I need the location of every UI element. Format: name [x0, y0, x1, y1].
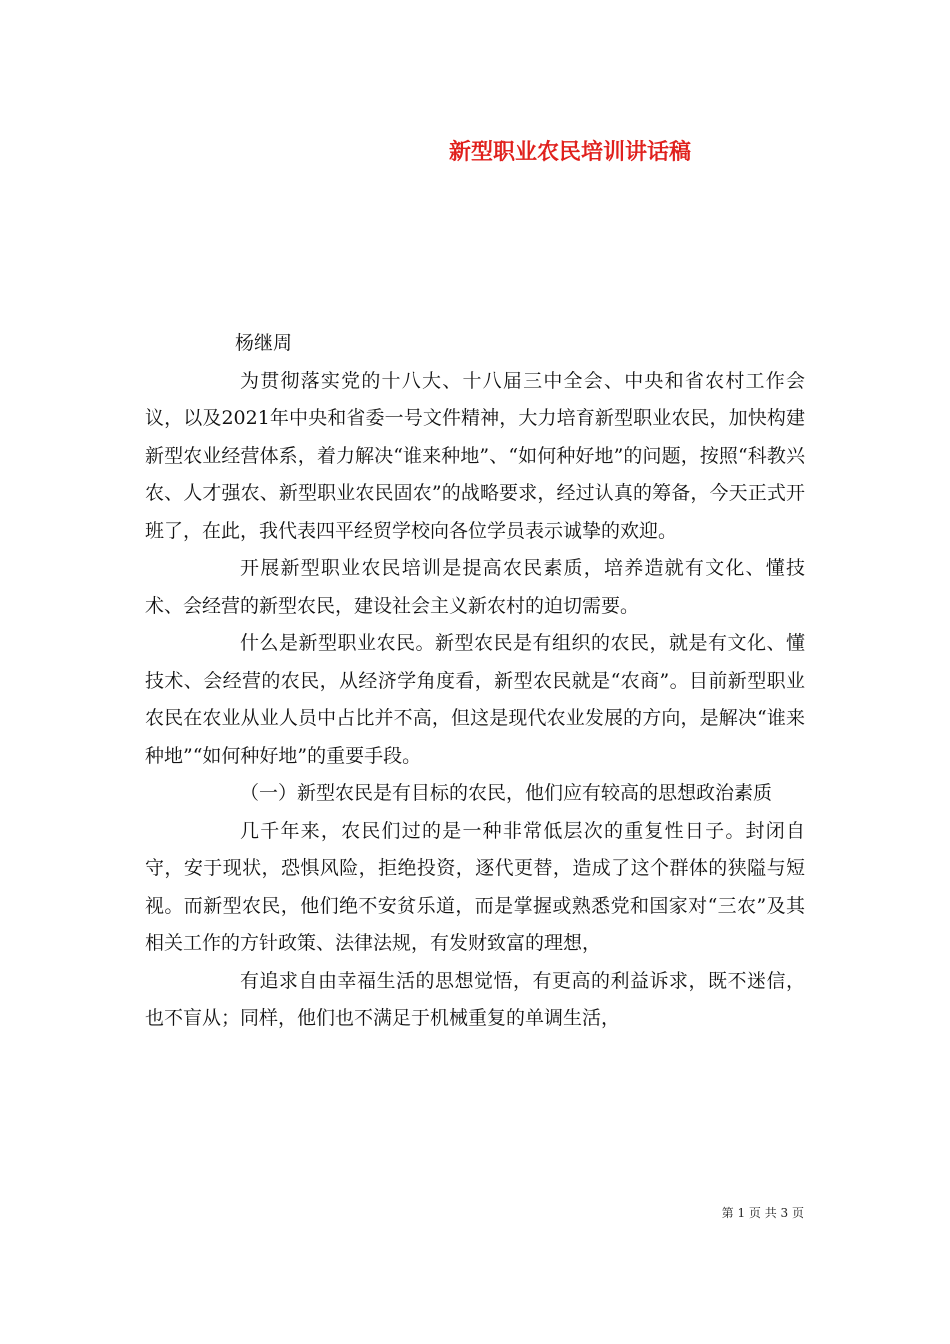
paragraph: 几千年来，农民们过的是一种非常低层次的重复性日子。封闭自守，安于现状，恐惧风险，拒绝投资，逐代更替，造成了这个群体的狭隘与短视。而新型农民，他们绝不安贫乐道，而是掌握或熟悉党和国家对“三农”及其相关工作的方针政策、法律法规，有发财致富的理想，: [145, 819, 805, 954]
author-name: 杨继周: [235, 332, 293, 354]
paragraph: 什么是新型职业农民。新型农民是有组织的农民，就是有文化、懂技术、会经营的农民，从经济学角度看，新型农民就是“农商”。目前新型职业农民在农业从业人员中占比并不高，但这是现代农业发展的方向，是解决“谁来种地”“如何种好地”的重要手段。: [145, 632, 805, 767]
paragraph: 开展新型职业农民培训是提高农民素质，培养造就有文化、懂技术、会经营的新型农民，建设社会主义新农村的迫切需要。: [145, 557, 805, 617]
paragraph: 为贯彻落实党的十八大、十八届三中全会、中央和省农村工作会议，以及2021年中央和省委一号文件精神，大力培育新型职业农民，加快构建新型农业经营体系，着力解决“谁来种地”、“如何种好地”的问题，按照“科教兴农、人才强农、新型职业农民固农”的战略要求，经过认真的筹备，今天正式开班了，在此，我代表四平经贸学校向各位学员表示诚挚的欢迎。: [145, 369, 805, 542]
document-body: [145, 325, 805, 1038]
section-heading: （一）新型农民是有目标的农民，他们应有较高的思想政治素质: [240, 782, 773, 804]
document-title: 新型职业农民培训讲话稿: [448, 139, 691, 165]
page-number: 第 1 页 共 3 页: [721, 1206, 804, 1220]
paragraph: 有追求自由幸福生活的思想觉悟，有更高的利益诉求，既不迷信，也不盲从；同样，他们也不满足于机械重复的单调生活，: [145, 969, 805, 1029]
